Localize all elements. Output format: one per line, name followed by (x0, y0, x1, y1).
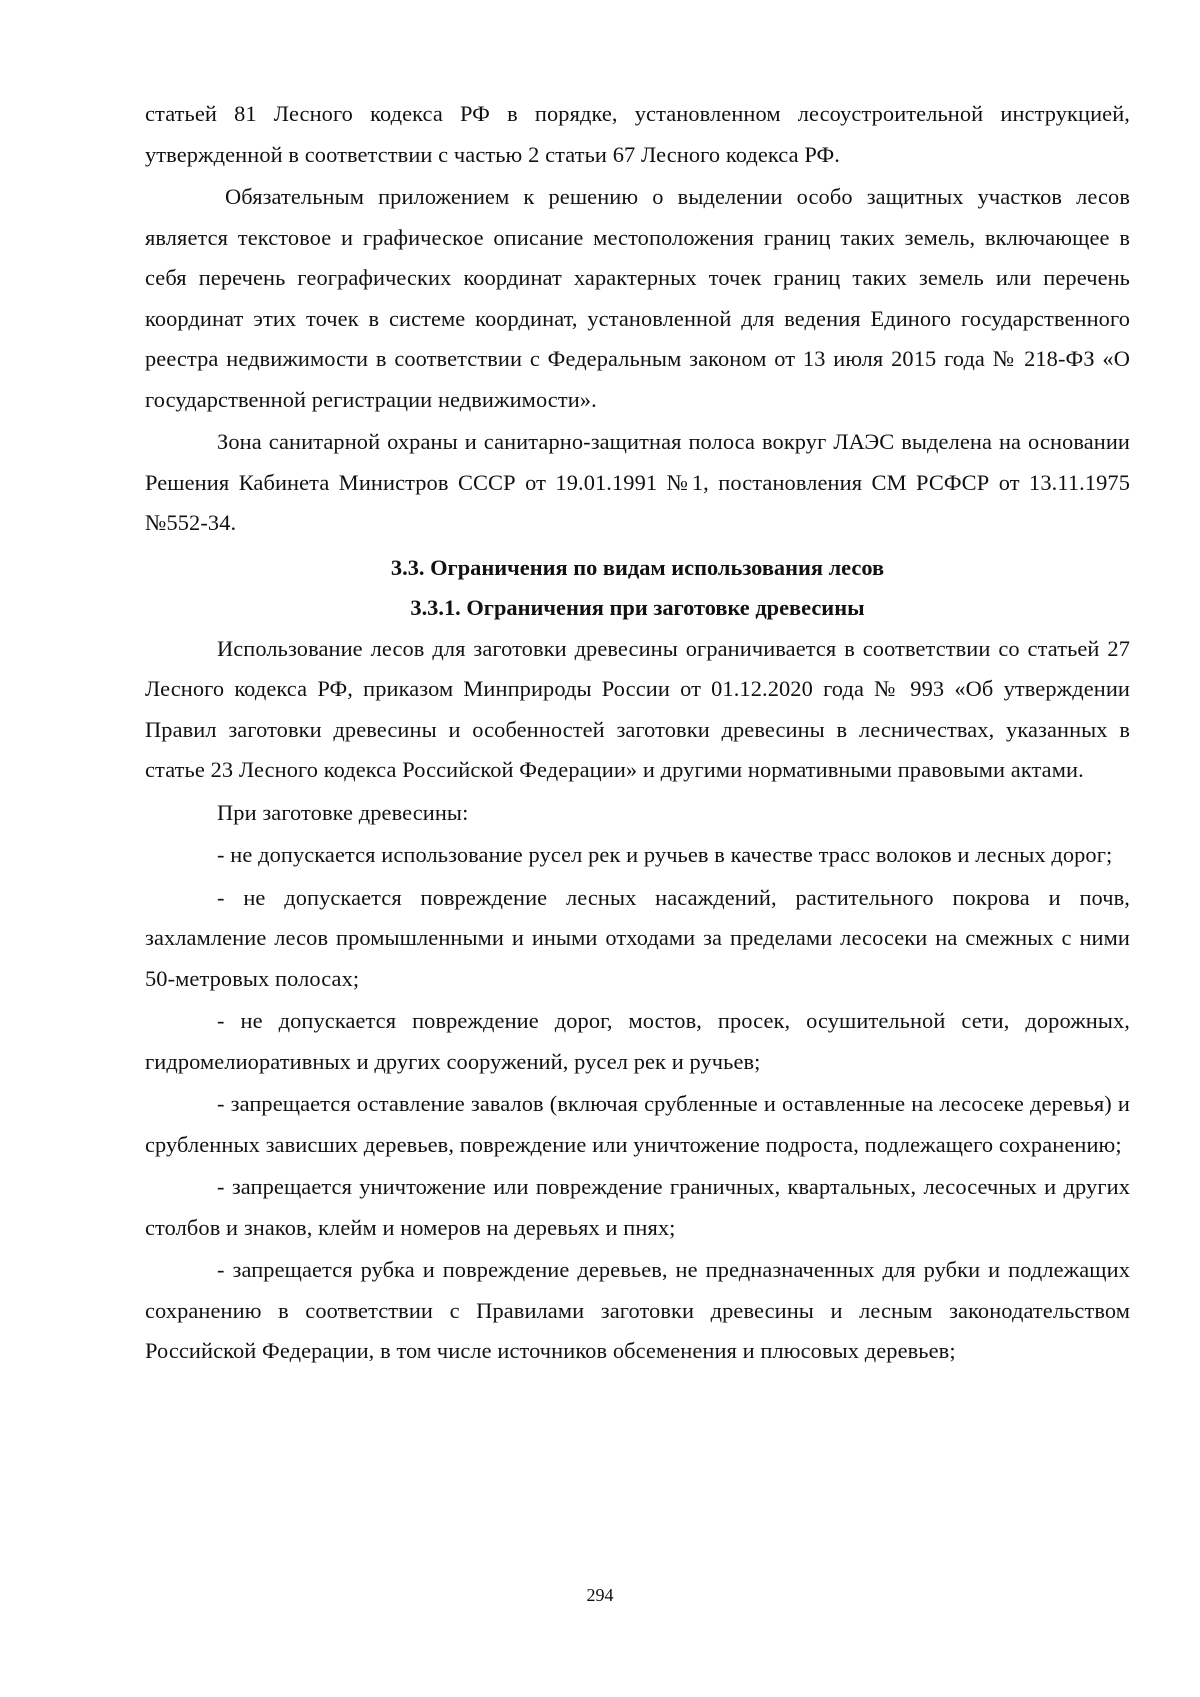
list-item: - запрещается рубка и повреждение деревьев, не предназначенных для рубки и подлежащих сохранению в соответствии с Правилами заготовки древесины и лесным законодательством Российской Федерации, в том числе источников обсеменения и плюсовых деревьев; (145, 1257, 1130, 1363)
paragraph-continuation: статьей 81 Лесного кодекса РФ в порядке, установленном лесоустроительной инструкцией, утвержденной в соответствии с частью 2 статьи 67 Лесного кодекса РФ. (145, 101, 1130, 167)
paragraph-timber-harvest-limits: Использование лесов для заготовки древесины ограничивается в соответствии со статьей 27 Лесного кодекса РФ, приказом Минприроды России от 01.12.2020 года № 993 «Об утверждении Правил заготовки древесины и особенностей заготовки древесины в лесничествах, указанных в статье 23 Лесного кодекса Российской Федерации» и другими нормативными правовыми актами. (145, 635, 1130, 782)
paragraph-sanitary-zone: Зона санитарной охраны и санитарно-защитная полоса вокруг ЛАЭС выделена на основании Решения Кабинета Министров СССР от 19.01.1991 №1, постановления СМ РСФСР от 13.11.1975 №552-34. (145, 429, 1130, 535)
list-item: - не допускается использование русел рек и ручьев в качестве трасс волоков и лесных дорог; (217, 842, 1113, 867)
paragraph-harvest-intro: При заготовке древесины: (217, 799, 469, 825)
paragraph-appendix-requirement: Обязательным приложением к решению о выделении особо защитных участков лесов является текстовое и графическое описание местоположения границ таких земель, включающее в себя перечень географических координат характерных точек границ таких земель или перечень координат этих точек в системе координат, установленной для ведения Единого государственного реестра недвижимости в соответствии с Федеральным законом от 13 июля 2015 года № 218-ФЗ «О государственной регистрации недвижимости». (145, 184, 1130, 412)
list-item: - не допускается повреждение лесных насаждений, растительного покрова и почв, захламление лесов промышленными и иными отходами за пределами лесосеки на смежных с ними 50-метровых полосах; (145, 884, 1130, 991)
list-item: - запрещается оставление завалов (включая срубленные и оставленные на лесосеке деревья) и срубленных зависших деревьев, повреждение или уничтожение подроста, подлежащего сохранению; (145, 1091, 1130, 1157)
section-heading: 3.3. Ограничения по видам использования лесов (390, 554, 885, 580)
page-number: 294 (586, 1585, 614, 1605)
list-item: - запрещается уничтожение или повреждение граничных, квартальных, лесосечных и других столбов и знаков, клейм и номеров на деревьях и пнях; (145, 1174, 1130, 1240)
page-content (145, 94, 1130, 1372)
list-item: - не допускается повреждение дорог, мостов, просек, осушительной сети, дорожных, гидромелиоративных и других сооружений, русел рек и ручьев; (145, 1008, 1130, 1074)
subsection-heading: 3.3.1. Ограничения при заготовке древесины (410, 595, 865, 620)
